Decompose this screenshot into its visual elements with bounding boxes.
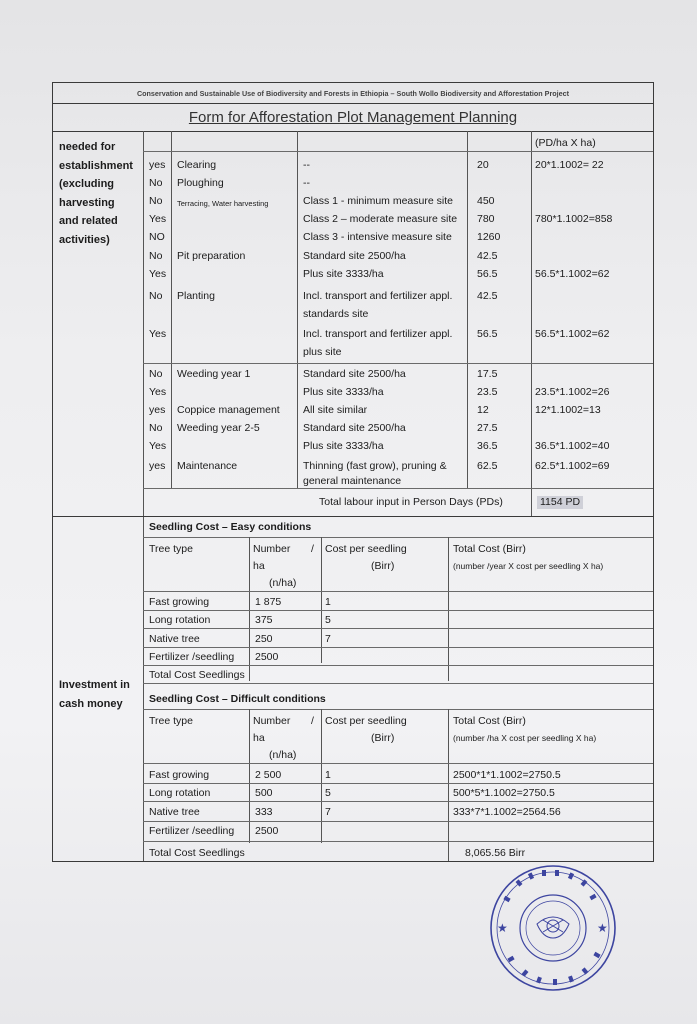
col-number: Number [253, 715, 291, 727]
col-cost: Cost per seedling [325, 543, 407, 555]
planning-form [52, 82, 654, 862]
grid-line [143, 537, 653, 538]
row-pd: 27.5 [477, 422, 498, 434]
row-total: 36.5*1.1002=40 [535, 440, 610, 452]
row-pd: 1260 [477, 231, 501, 243]
row-pd: 17.5 [477, 368, 498, 380]
left-column-divider [143, 131, 144, 861]
row-measure: All site similar [303, 404, 368, 416]
row-flag: No [149, 290, 163, 302]
col-number: Number [253, 543, 291, 555]
labour-label-line: needed for [59, 141, 116, 153]
row-activity: Weeding year 2-5 [177, 422, 260, 434]
labour-label-line: activities) [59, 233, 110, 246]
row-measure: -- [303, 159, 310, 171]
row-flag: NO [149, 231, 165, 243]
row-measure: Plus site 3333/ha [303, 386, 384, 398]
row-activity: Clearing [177, 159, 217, 171]
labour-total-value: 1154 PD [537, 496, 583, 509]
row-flag: Yes [149, 328, 167, 340]
row-measure: Plus site 3333/ha [303, 440, 384, 452]
col-number-unit: (n/ha) [269, 749, 297, 761]
row-measure-2: standards site [303, 308, 369, 320]
investment-label-line: cash money [59, 697, 123, 710]
row-flag: Yes [149, 213, 167, 225]
grid-line [171, 131, 172, 488]
row-measure-2: general maintenance [303, 475, 402, 487]
grid-line [143, 801, 653, 802]
grid-line [143, 488, 653, 489]
col-tree-type: Tree type [149, 715, 193, 727]
row-flag: No [149, 422, 163, 434]
grid-line [448, 709, 449, 861]
col-total: Total Cost (Birr) [453, 543, 526, 555]
row-flag: No [149, 195, 163, 207]
easy-heading: Seedling Cost – Easy conditions [149, 521, 312, 533]
difficult-heading: Seedling Cost – Difficult conditions [149, 693, 326, 705]
labour-label-line: harvesting [59, 196, 115, 209]
difficult-type: Fertilizer /seedling [149, 825, 235, 837]
row-measure: Class 3 - intensive measure site [303, 231, 452, 243]
difficult-total-label: Total Cost Seedlings [149, 847, 245, 859]
difficult-cost: 1 [325, 769, 331, 781]
col-number-ha: ha [253, 560, 265, 572]
difficult-number: 2 500 [255, 769, 282, 781]
row-flag: yes [149, 404, 166, 416]
grid-line [143, 363, 653, 364]
col-number-slash: / [311, 715, 314, 727]
grid-line [143, 647, 653, 648]
row-measure: Incl. transport and fertilizer appl. [303, 290, 453, 302]
col-total: Total Cost (Birr) [453, 715, 526, 727]
form-title-text: Form for Afforestation Plot Management Planning [188, 108, 518, 126]
easy-type: Fast growing [149, 596, 210, 608]
easy-type: Native tree [149, 633, 200, 645]
row-total: 780*1.1002=858 [535, 213, 613, 225]
col-cost: Cost per seedling [325, 715, 407, 727]
grid-line [143, 683, 653, 684]
row-pd: 20 [477, 159, 489, 171]
row-measure: Incl. transport and fertilizer appl. [303, 328, 453, 340]
grid-line [143, 665, 653, 666]
easy-cost: 7 [325, 633, 331, 645]
col-number-ha: ha [253, 732, 265, 744]
grid-line [143, 151, 653, 152]
row-measure: Standard site 2500/ha [303, 422, 406, 434]
svg-text:★: ★ [597, 921, 608, 935]
labour-label-line: establishment [59, 159, 133, 172]
row-flag: No [149, 250, 163, 262]
difficult-type: Native tree [149, 806, 200, 818]
easy-number: 1 875 [255, 596, 282, 608]
difficult-number: 333 [255, 806, 273, 818]
row-pd: 23.5 [477, 386, 498, 398]
project-line: Conservation and Sustainable Use of Biodiversity and Forests in Ethiopia – South Wollo Biodiversity and Afforestation Project [53, 83, 653, 104]
grid-line [249, 709, 250, 843]
row-activity: Ploughing [177, 177, 224, 189]
grid-line [143, 610, 653, 611]
row-flag: No [149, 368, 163, 380]
col-cost-unit: (Birr) [371, 732, 395, 744]
difficult-cost: 7 [325, 806, 331, 818]
labour-left-label [59, 138, 133, 249]
col-total-formula: (number /year X cost per seedling X ha) [453, 561, 604, 571]
grid-line [143, 783, 653, 784]
investment-label-line: Investment in [59, 679, 130, 691]
row-total: 56.5*1.1002=62 [535, 328, 610, 340]
grid-line [143, 763, 653, 764]
grid-line [467, 131, 468, 488]
row-activity: Weeding year 1 [177, 368, 251, 380]
easy-type: Fertilizer /seedling [149, 651, 235, 663]
row-total: 62.5*1.1002=69 [535, 460, 610, 472]
row-activity: Planting [177, 290, 215, 302]
row-flag: Yes [149, 440, 167, 452]
row-total: 56.5*1.1002=62 [535, 268, 610, 280]
col-cost-unit: (Birr) [371, 560, 395, 572]
row-total: 12*1.1002=13 [535, 404, 601, 416]
row-flag: No [149, 177, 163, 189]
row-flag: Yes [149, 386, 167, 398]
row-pd: 42.5 [477, 290, 498, 302]
grid-line [448, 537, 449, 681]
row-flag: yes [149, 159, 166, 171]
difficult-number: 500 [255, 787, 273, 799]
row-measure: Plus site 3333/ha [303, 268, 384, 280]
row-flag: yes [149, 460, 166, 472]
easy-number: 2500 [255, 651, 279, 663]
easy-total-label: Total Cost Seedlings [149, 669, 245, 681]
row-total: 20*1.1002= 22 [535, 159, 604, 171]
row-pd: 56.5 [477, 268, 498, 280]
row-pd: 780 [477, 213, 495, 225]
grid-line [143, 628, 653, 629]
difficult-total: 333*7*1.1002=2564.56 [453, 806, 561, 818]
grid-line [143, 841, 653, 842]
row-activity: Coppice management [177, 404, 280, 416]
svg-text:★: ★ [497, 921, 508, 935]
col-number-unit: (n/ha) [269, 577, 297, 589]
easy-type: Long rotation [149, 614, 211, 626]
section-divider [53, 516, 653, 517]
difficult-number: 2500 [255, 825, 279, 837]
grid-line [249, 537, 250, 681]
grid-line [297, 131, 298, 488]
difficult-type: Fast growing [149, 769, 210, 781]
easy-cost: 5 [325, 614, 331, 626]
row-measure: Standard site 2500/ha [303, 250, 406, 262]
grid-line [143, 591, 653, 592]
row-activity: Terracing, Water harvesting [177, 199, 269, 208]
grid-line [321, 537, 322, 663]
labour-label-line: (excluding [59, 178, 115, 190]
investment-left-label [59, 676, 130, 713]
official-stamp [487, 862, 619, 994]
row-measure: Standard site 2500/ha [303, 368, 406, 380]
row-pd: 12 [477, 404, 489, 416]
formula-header: (PD/ha X ha) [535, 137, 596, 149]
grid-line [321, 709, 322, 843]
col-tree-type: Tree type [149, 543, 193, 555]
row-pd: 56.5 [477, 328, 498, 340]
grid-line [531, 131, 532, 516]
difficult-cost: 5 [325, 787, 331, 799]
row-measure: Class 1 - minimum measure site [303, 195, 453, 207]
row-pd: 450 [477, 195, 495, 207]
row-measure: -- [303, 177, 310, 189]
col-total-formula: (number /ha X cost per seedling X ha) [453, 733, 597, 743]
row-pd: 36.5 [477, 440, 498, 452]
row-pd: 62.5 [477, 460, 498, 472]
difficult-total-value: 8,065.56 Birr [465, 847, 526, 859]
difficult-total: 2500*1*1.1002=2750.5 [453, 769, 561, 781]
col-number-slash: / [311, 543, 314, 555]
row-measure: Thinning (fast grow), pruning & [303, 460, 447, 472]
labour-label-line: and related [59, 215, 118, 227]
grid-line [143, 821, 653, 822]
form-title [53, 103, 653, 132]
difficult-type: Long rotation [149, 787, 211, 799]
row-activity: Maintenance [177, 460, 238, 472]
easy-cost: 1 [325, 596, 331, 608]
grid-line [143, 709, 653, 710]
difficult-total: 500*5*1.1002=2750.5 [453, 787, 555, 799]
row-pd: 42.5 [477, 250, 498, 262]
easy-number: 375 [255, 614, 273, 626]
row-activity: Pit preparation [177, 250, 246, 262]
row-flag: Yes [149, 268, 167, 280]
row-measure-2: plus site [303, 346, 342, 358]
easy-number: 250 [255, 633, 273, 645]
row-total: 23.5*1.1002=26 [535, 386, 610, 398]
labour-total-label: Total labour input in Person Days (PDs) [319, 496, 503, 508]
row-measure: Class 2 – moderate measure site [303, 213, 458, 225]
